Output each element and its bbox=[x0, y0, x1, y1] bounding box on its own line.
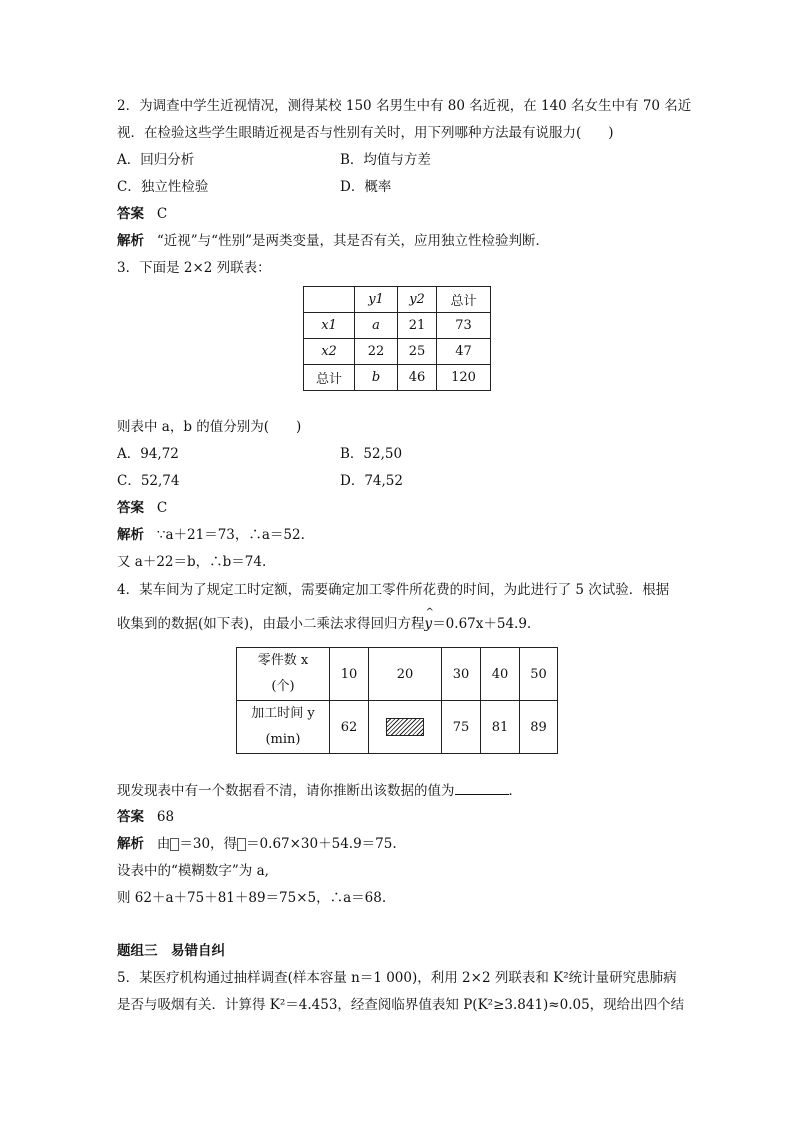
q2-option-d: D．概率 bbox=[340, 179, 392, 195]
analysis-text: ∵a＋21＝73，∴a＝52. bbox=[156, 527, 305, 543]
q4-equation: ＝0.67x＋54.9. bbox=[432, 616, 532, 632]
analysis-text: “近视”与“性别”是两类变量，其是否有关，应用独立性检验判断． bbox=[156, 233, 549, 249]
table-cell bbox=[304, 287, 355, 313]
q4-stem-text: 收集到的数据(如下表)，由最小二乘法求得回归方程 bbox=[117, 616, 425, 632]
table-cell: b bbox=[371, 370, 381, 385]
answer-label: 答案 bbox=[117, 500, 144, 516]
analysis-text: ＝30，得 bbox=[179, 836, 238, 852]
row-header-line: 零件数 x bbox=[257, 653, 309, 668]
q4-stem-line1: 4．某车间为了规定工时定额，需要确定加工零件所花费的时间，为此进行了 5 次试验．根据 bbox=[117, 582, 670, 598]
q3-answer bbox=[117, 498, 167, 518]
q4-data-table bbox=[236, 647, 558, 754]
q3-option-d: D．74,52 bbox=[340, 473, 403, 489]
table-cell: 50 bbox=[520, 648, 558, 701]
q3-option-b: B．52,50 bbox=[340, 446, 403, 462]
analysis-label: 解析 bbox=[117, 233, 144, 249]
y-hat-symbol: ^ y bbox=[425, 614, 433, 634]
table-cell: 62 bbox=[330, 701, 369, 754]
answer-value: C bbox=[156, 206, 168, 222]
answer-blank bbox=[455, 780, 509, 795]
q2-answer bbox=[117, 204, 167, 224]
table-cell: 75 bbox=[442, 701, 481, 754]
q3-option-a: A．94,72 bbox=[117, 446, 179, 462]
q4-analysis-line1 bbox=[117, 834, 397, 854]
table-cell: x1 bbox=[321, 318, 337, 333]
table-cell: 25 bbox=[398, 339, 437, 365]
table-cell: 总计 bbox=[304, 365, 355, 391]
table-cell: 40 bbox=[481, 648, 520, 701]
table-cell: 总计 bbox=[437, 287, 491, 313]
q4-question-text: 现发现表中有一个数据看不清，请你推断出该数据的值为 bbox=[117, 783, 455, 799]
analysis-label: 解析 bbox=[117, 836, 144, 852]
q4-answer bbox=[117, 807, 174, 827]
q4-stem-line2 bbox=[117, 614, 531, 634]
q2-option-b: B．均值与方差 bbox=[340, 152, 431, 168]
row-header-y bbox=[237, 701, 330, 754]
q2-option-a: A．回归分析 bbox=[117, 152, 195, 168]
q3-contingency-table bbox=[303, 286, 491, 391]
table-cell: y1 bbox=[368, 292, 384, 307]
answer-value: 68 bbox=[156, 809, 175, 825]
q2-analysis bbox=[117, 231, 549, 251]
table-cell: 89 bbox=[520, 701, 558, 754]
q5-stem-line1: 5．某医疗机构通过抽样调查(样本容量 n＝1 000)，利用 2×2 列联表和 K²统计量研究患肺病 bbox=[117, 970, 677, 986]
q3-stem: 3．下面是 2×2 列联表： bbox=[117, 260, 271, 276]
q4-analysis-line2: 设表中的“模糊数字”为 a, bbox=[117, 863, 269, 879]
analysis-label: 解析 bbox=[117, 527, 144, 543]
y-hat-symbol-icon bbox=[237, 838, 246, 851]
table-cell: 22 bbox=[355, 339, 398, 365]
q4-question bbox=[117, 780, 522, 801]
table-cell: a bbox=[372, 318, 380, 333]
section-heading: 题组三 易错自纠 bbox=[117, 943, 225, 959]
table-cell: y2 bbox=[409, 292, 425, 307]
q2-option-c: C．独立性检验 bbox=[117, 179, 209, 195]
table-cell: 47 bbox=[437, 339, 491, 365]
q4-question-end: ． bbox=[508, 783, 522, 799]
q2-stem-line2: 视．在检验这些学生眼睛近视是否与性别有关时，用下列哪种方法最有说服力( ) bbox=[117, 125, 614, 141]
q3-option-c: C．52,74 bbox=[117, 473, 180, 489]
table-cell: 120 bbox=[437, 365, 491, 391]
answer-value: C bbox=[156, 500, 168, 516]
q4-analysis-line3: 则 62＋a＋75＋81＋89＝75×5，∴a＝68. bbox=[117, 890, 387, 906]
row-header-line: (个) bbox=[271, 679, 295, 694]
table-cell: x2 bbox=[321, 344, 337, 359]
q3-analysis-line1 bbox=[117, 525, 305, 545]
table-cell: 10 bbox=[330, 648, 369, 701]
answer-label: 答案 bbox=[117, 206, 144, 222]
table-cell: 81 bbox=[481, 701, 520, 754]
analysis-text: ＝0.67×30＋54.9＝75. bbox=[246, 836, 397, 852]
analysis-text: 由 bbox=[156, 836, 171, 852]
hatched-box-icon bbox=[386, 718, 424, 736]
q3-question: 则表中 a，b 的值分别为( ) bbox=[117, 419, 302, 435]
table-cell: 20 bbox=[369, 648, 442, 701]
q2-stem-line1: 2．为调查中学生近视情况，测得某校 150 名男生中有 80 名近视，在 140 名女生中有 70 名近 bbox=[117, 98, 692, 114]
answer-label: 答案 bbox=[117, 809, 144, 825]
table-cell: 73 bbox=[437, 313, 491, 339]
q5-stem-line2: 是否与吸烟有关．计算得 K²＝4.453，经查阅临界值表知 P(K²≥3.841)≈0.05，现给出四个结 bbox=[117, 997, 685, 1013]
blurred-cell bbox=[369, 701, 442, 754]
table-cell: 30 bbox=[442, 648, 481, 701]
row-header-x bbox=[237, 648, 330, 701]
q3-analysis-line2: 又 a＋22＝b，∴b＝74. bbox=[117, 554, 267, 570]
row-header-line: 加工时间 y bbox=[251, 706, 315, 721]
table-cell: 21 bbox=[398, 313, 437, 339]
row-header-line: (min) bbox=[265, 732, 301, 747]
table-cell: 46 bbox=[398, 365, 437, 391]
